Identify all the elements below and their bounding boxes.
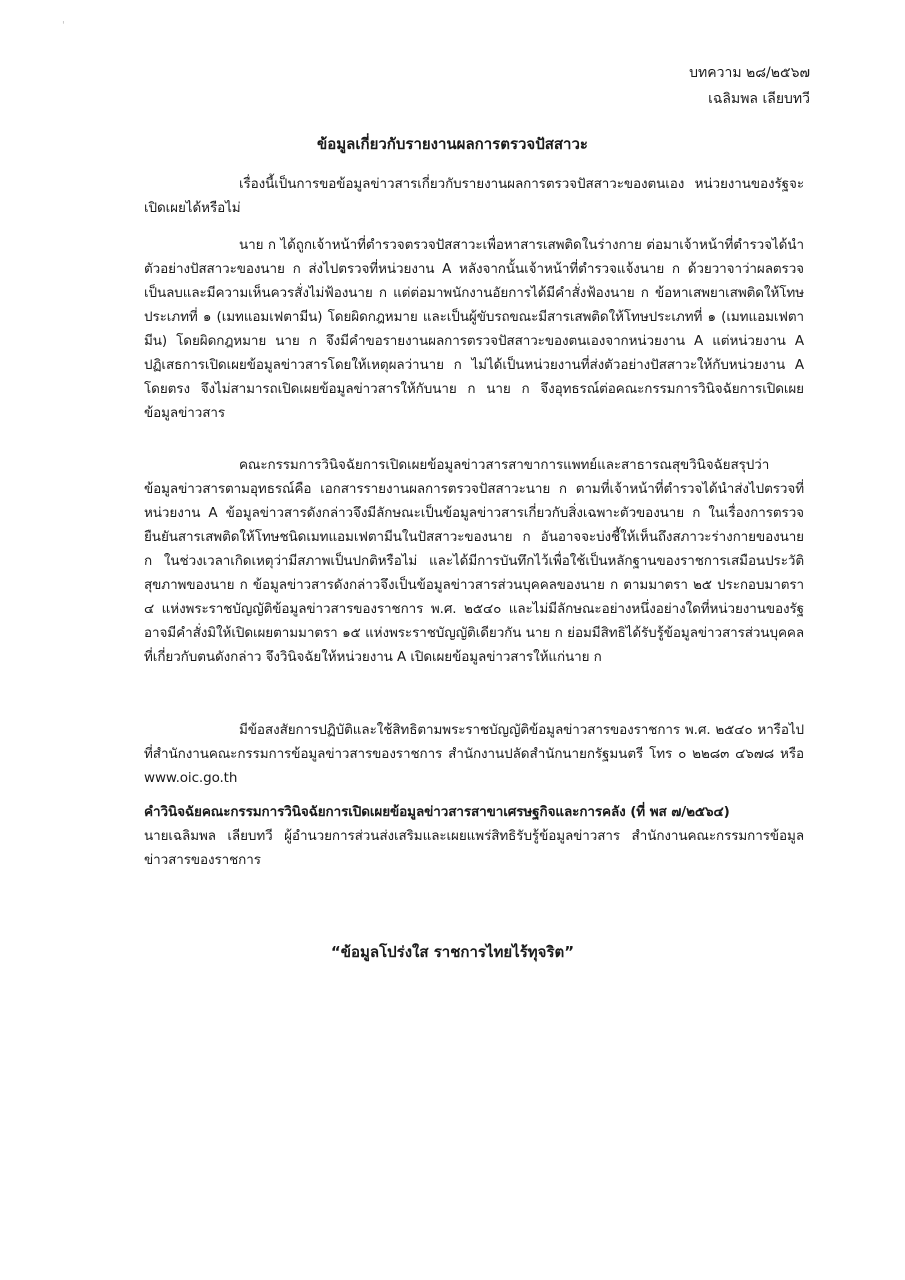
contact-paragraph: มีข้อสงสัยการปฏิบัติและใช้สิทธิตามพระราชบัญญัติข้อมูลข่าวสารของราชการ พ.ศ. ๒๕๔๐ หารือไปที่สำนักงานคณะกรรมการข้อมูลข่าวสารของราชการ สำนักงานปลัดสำนักนายกรัฐมนตรี โทร ๐ ๒๒๘๓ ๔๖๗๘ หรือ www.oic.go.th <box>144 722 804 786</box>
scan-mark: ' <box>62 20 65 31</box>
article-number: บทความ ๒๘/๒๕๖๗ <box>689 65 810 81</box>
verdict-author-line: นายเฉลิมพล เลียบทวี ผู้อำนวยการส่วนส่งเสริมและเผยแพร่สิทธิรับรู้ข้อมูลข่าวสาร สำนักงานคณะกรรมการข้อมูลข่าวสารของราชการ <box>144 828 804 868</box>
document-title: ข้อมูลเกี่ยวกับรายงานผลการตรวจปัสสาวะ <box>317 135 588 153</box>
verdict-block <box>144 800 804 872</box>
document-header <box>689 60 810 112</box>
verdict-title: คำวินิจฉัยคณะกรรมการวินิจฉัยการเปิดเผยข้อมูลข่าวสารสาขาเศรษฐกิจและการคลัง (ที่ พส ๗/๒๕๖๔) <box>144 804 730 820</box>
author-name: เฉลิมพล เลียบทวี <box>708 91 810 107</box>
ruling-paragraph: คณะกรรมการวินิจฉัยการเปิดเผยข้อมูลข่าวสารสาขาการแพทย์และสาธารณสุขวินิจฉัยสรุปว่า ข้อมูลข่าวสารตามอุทธรณ์คือ เอกสารรายงานผลการตรวจปัสสาวะนาย ก ตามที่เจ้าหน้าที่ตำรวจได้นำส่งไปตรวจที่หน่วยงาน A ข้อมูลข่าวสารดังกล่าวจึงมีลักษณะเป็นข้อมูลข่าวสารเกี่ยวกับสิ่งเฉพาะตัวของนาย ก ในเรื่องการตรวจยืนยันสารเสพติดให้โทษชนิดเมทแอมเฟตามีนในปัสสาวะของนาย ก อันอาจจะบ่งชี้ให้เห็นถึงสภาวะร่างกายของนาย ก ในช่วงเวลาเกิดเหตุว่ามีสภาพเป็นปกติหรือไม่ และได้มีการบันทึกไว้เพื่อใช้เป็นหลักฐานของราชการเสมือนประวัติสุขภาพของนาย ก ข้อมูลข่าวสารดังกล่าวจึงเป็นข้อมูลข่าวสารส่วนบุคคลของนาย ก ตามมาตรา ๒๕ ประกอบมาตรา ๔ แห่งพระราชบัญญัติข้อมูลข่าวสารของราชการ พ.ศ. ๒๕๔๐ และไม่มีลักษณะอย่างหนึ่งอย่างใดที่หน่วยงานของรัฐอาจมีคำสั่งมิให้เปิดเผยตามมาตรา ๑๕ แห่งพระราชบัญญัติเดียวกัน นาย ก ย่อมมีสิทธิได้รับรู้ข้อมูลข่าวสารส่วนบุคคลที่เกี่ยวกับตนดังกล่าว จึงวินิจฉัยให้หน่วยงาน A เปิดเผยข้อมูลข่าวสารให้แก่นาย ก <box>144 457 804 665</box>
intro-paragraph: เรื่องนี้เป็นการขอข้อมูลข่าวสารเกี่ยวกับรายงานผลการตรวจปัสสาวะของตนเอง หน่วยงานของรัฐจะเปิดเผยได้หรือไม่ <box>144 176 804 216</box>
motto: “ข้อมูลโปร่งใส ราชการไทยไร้ทุจริต” <box>330 943 575 961</box>
facts-paragraph: นาย ก ได้ถูกเจ้าหน้าที่ตำรวจตรวจปัสสาวะเพื่อหาสารเสพติดในร่างกาย ต่อมาเจ้าหน้าที่ตำรวจได้นำตัวอย่างปัสสาวะของนาย ก ส่งไปตรวจที่หน่วยงาน A หลังจากนั้นเจ้าหน้าที่ตำรวจแจ้งนาย ก ด้วยวาจาว่าผลตรวจเป็นลบและมีความเห็นควรสั่งไม่ฟ้องนาย ก แต่ต่อมาพนักงานอัยการได้มีคำสั่งฟ้องนาย ก ข้อหาเสพยาเสพติดให้โทษประเภทที่ ๑ (เมทแอมเฟตามีน) โดยผิดกฎหมาย และเป็นผู้ขับรถขณะมีสารเสพติดให้โทษประเภทที่ ๑ (เมทแอมเฟตามีน) โดยผิดกฎหมาย นาย ก จึงมีคำขอรายงานผลการตรวจปัสสาวะของตนเองจากหน่วยงาน A แต่หน่วยงาน A ปฏิเสธการเปิดเผยข้อมูลข่าวสารโดยให้เหตุผลว่านาย ก ไม่ได้เป็นหน่วยงานที่ส่งตัวอย่างปัสสาวะให้กับหน่วยงาน A โดยตรง จึงไม่สามารถเปิดเผยข้อมูลข่าวสารให้กับนาย ก นาย ก จึงอุทธรณ์ต่อคณะกรรมการวินิจฉัยการเปิดเผยข้อมูลข่าวสาร <box>144 237 804 421</box>
